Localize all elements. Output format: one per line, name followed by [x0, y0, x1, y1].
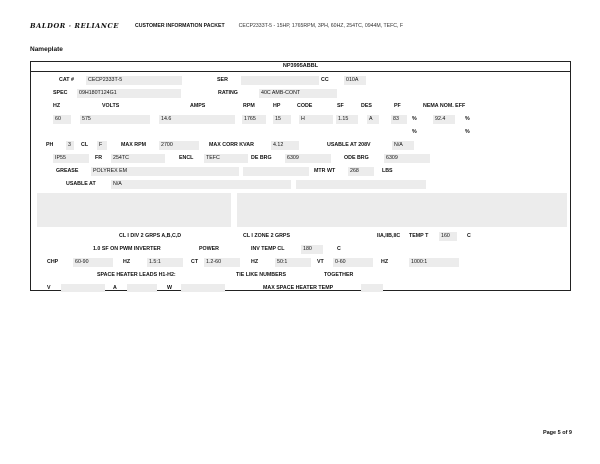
usable-208v-label: USABLE AT 208V: [327, 142, 371, 148]
brand-logo: BALDOR · RELIANCE: [30, 22, 119, 30]
percent-sign: %: [412, 129, 417, 135]
cl-label: CL: [81, 142, 89, 148]
grease-value: POLYREX EM: [91, 167, 239, 176]
percent-sign: %: [465, 129, 470, 135]
vt-hz-value: 1000:1: [409, 258, 459, 267]
spec-label: SPEC: [53, 90, 68, 96]
cc-label: CC: [321, 77, 329, 83]
max-corr-kvar-label: MAX CORR KVAR: [209, 142, 254, 148]
ct-value: 1.2-60: [204, 258, 240, 267]
eff-percent: %: [465, 116, 470, 122]
ct-hz-label: HZ: [251, 259, 259, 265]
w-value-blank: [181, 284, 225, 292]
volts-label: VOLTS: [102, 103, 120, 109]
encl-label: ENCL: [179, 155, 194, 161]
vt-value: 0-60: [333, 258, 373, 267]
inv-temp-value: 180: [301, 245, 323, 254]
rating-value: 40C AMB-CONT: [259, 89, 337, 98]
hp-value: 15: [273, 115, 291, 124]
sf-value: 1.15: [336, 115, 358, 124]
usable-at-label: USABLE AT: [66, 181, 96, 187]
code-label: CODE: [297, 103, 313, 109]
de-brg-value: 6309: [285, 154, 331, 163]
pf-percent: %: [412, 116, 417, 122]
ip-rating-value: IP55: [53, 154, 89, 163]
a-value-blank: [127, 284, 157, 292]
tie-like-numbers-text: TIE LIKE NUMBERS: [236, 272, 287, 278]
together-text: TOGETHER: [324, 272, 354, 278]
a-label: A: [113, 285, 117, 291]
ph-label: PH: [46, 142, 54, 148]
temp-t-label: TEMP T: [409, 233, 429, 239]
ct-hz-value: 50:1: [275, 258, 311, 267]
section-title: Nameplate: [30, 46, 63, 53]
amps-value: 14.6: [159, 115, 235, 124]
v-label: V: [47, 285, 51, 291]
cl1-div2-text: CL I DIV 2 GRPS A,B,C,D: [119, 233, 182, 239]
lbs-label: LBS: [382, 168, 393, 174]
cl1-zone2-text: CL I ZONE 2 GRPS: [243, 233, 290, 239]
space-heater-leads-text: SPACE HEATER LEADS H1-H2:: [97, 272, 176, 278]
des-label: DES: [361, 103, 372, 109]
blank-block: [237, 193, 567, 227]
packet-title: CUSTOMER INFORMATION PACKET: [135, 23, 225, 29]
max-space-heater-label: MAX SPACE HEATER TEMP: [263, 285, 334, 291]
pf-value: 83: [391, 115, 407, 124]
sf-label: SF: [337, 103, 344, 109]
spec-value: 09H180T124G1: [77, 89, 181, 98]
chp-label: CHP: [47, 259, 59, 265]
temp-t-unit: C: [467, 233, 471, 239]
hz-label: HZ: [53, 103, 61, 109]
group-iia-text: IIA,IIB,IIC: [377, 233, 401, 239]
ph-value: 3: [66, 141, 74, 150]
cl-value: F: [97, 141, 107, 150]
grease-label: GREASE: [56, 168, 79, 174]
ode-brg-label: ODE BRG: [344, 155, 369, 161]
power-label: POWER: [199, 246, 220, 252]
mtr-wt-value: 268: [348, 167, 374, 176]
cat-label: CAT #: [59, 77, 74, 83]
mtr-wt-label: MTR WT: [314, 168, 336, 174]
blank-field: [296, 180, 426, 189]
max-corr-kvar-value: 4.12: [271, 141, 299, 150]
nameplate-table: [30, 61, 571, 291]
usable-208v-value: N/A: [392, 141, 414, 150]
inv-temp-label: INV TEMP CL: [251, 246, 285, 252]
blank-field: [243, 167, 309, 176]
volts-value: 575: [80, 115, 150, 124]
chp-hz-label: HZ: [123, 259, 131, 265]
nema-label: NEMA NOM. EFF: [423, 103, 466, 109]
blank-block: [37, 193, 231, 227]
cc-value: 010A: [344, 76, 366, 85]
page-number: Page 5 of 9: [542, 430, 572, 436]
encl-value: TEFC: [204, 154, 248, 163]
rpm-label: RPM: [243, 103, 255, 109]
rpm-value: 1765: [242, 115, 266, 124]
document-header: [30, 20, 403, 32]
cat-value: CECP2333T-5: [86, 76, 182, 85]
code-value: H: [299, 115, 333, 124]
de-brg-label: DE BRG: [251, 155, 272, 161]
hz-value: 60: [53, 115, 71, 124]
frame-value: 254TC: [111, 154, 165, 163]
vt-label: VT: [317, 259, 324, 265]
w-label: W: [167, 285, 172, 291]
max-rpm-label: MAX RPM: [121, 142, 147, 148]
max-rpm-value: 2700: [159, 141, 199, 150]
hp-label: HP: [273, 103, 281, 109]
ser-value: [241, 76, 319, 85]
max-space-heater-blank: [361, 284, 383, 292]
eff-value: 92.4: [433, 115, 455, 124]
chp-value: 60-90: [73, 258, 113, 267]
sf-pwm-text: 1.0 SF ON PWM INVERTER: [93, 246, 161, 252]
des-value: A: [367, 115, 379, 124]
product-description: CECP2333T-5 - 15HP, 1765RPM, 3PH, 60HZ, 254TC, 0944M, TEFC, F: [238, 23, 404, 29]
ct-label: CT: [191, 259, 199, 265]
usable-at-value: N/A: [111, 180, 291, 189]
amps-label: AMPS: [190, 103, 206, 109]
inv-temp-unit: C: [337, 246, 341, 252]
v-value-blank: [61, 284, 105, 292]
nameplate-number: NP3995ABBL: [31, 62, 570, 72]
ode-brg-value: 6309: [384, 154, 430, 163]
temp-t-value: 160: [439, 232, 457, 241]
chp-hz-value: 1.5:1: [147, 258, 183, 267]
pf-label: PF: [394, 103, 401, 109]
frame-label: FR: [95, 155, 103, 161]
rating-label: RATING: [218, 90, 238, 96]
vt-hz-label: HZ: [381, 259, 389, 265]
ser-label: SER: [217, 77, 228, 83]
